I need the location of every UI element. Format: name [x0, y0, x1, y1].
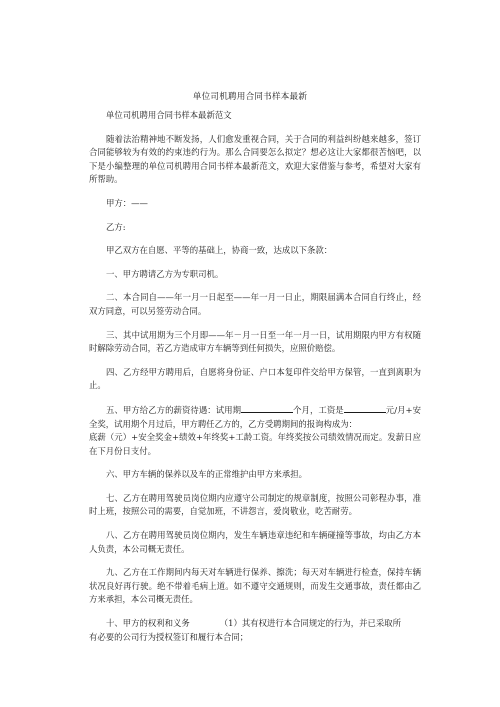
clause-5-text-c: 元/月+安全奖，试用期个月过后，甲方聘任乙方的，乙方受聘期间的报询构成为： [89, 404, 422, 429]
clause-4: 四、乙方经甲方聘用后，自愿将身份证、户口本复印件交给甲方保管，一直到离职为止。 [89, 366, 421, 391]
preamble-paragraph: 甲乙双方在自愿、平等的基础上，协商一致，达成以下条款： [106, 245, 333, 256]
clause-7: 七、乙方在聘用驾驶员岗位期内应遵守公司制定的规章制度，按照公司彰程办事，准时上班，按照公司的需要，自觉加班，不讲怨言，爱岗敬业，吃苦耐劳。 [89, 492, 421, 517]
clause-8: 八、乙方在聘用驾驶员岗位期内，发生车辆违章违纪和车辆碰撞等事故，均由乙方本人负责，本公司概无责任。 [89, 530, 421, 554]
intro-paragraph: 随着法治精神地不断发扬，人们愈发重视合同，关于合同的利益纠纷越来越多，签订合同能够较为有效的约束违约行为。那么合同要怎么拟定？想必这让大家都很苦恼吧，以下是小编整理的单位司机聘用合同书样本最新范文，欢迎大家借鉴与参考，希望对大家有所帮助。 [89, 133, 421, 185]
party-b-line: 乙方: [106, 221, 126, 232]
clause-10-heading: 十、甲方的权利和义务 [106, 618, 190, 629]
probation-months-blank [241, 403, 293, 413]
clause-5-text-a: 五、甲方给乙方的薪资待遇：试用期 [106, 404, 242, 415]
document-title: 单位司机聘用合同书样本最新 [192, 92, 308, 102]
clause-3: 三、其中试用期为三个月即——年－月一日至一年一月一日，试用期限内甲方有权随时解除劳动合同，若乙方造成审方车辆等到任何损失，应照价赔偿。 [89, 329, 421, 354]
clause-2: 二、本合同自——年一月一日起至——年一月一日止，期限届满本合同自行终止，经双方同意，可以另签劳动合同。 [89, 292, 421, 316]
document-body [89, 109, 421, 644]
clause-9: 九、乙方在工作期间内每天对车辆进行保养、擦洗；每天对车辆进行检查，保持车辆状况良好再行驶。绝不带着毛病上道。如不遵守交通规则，而发生交通事故，责任都由乙方来承担，本公司概无责任。 [89, 567, 421, 605]
clause-5-continued: 底薪（元）+安全奖金+绩效+年终奖+工龄工资。年终奖按公司绩效情况而定。发薪日应在下月份日支付。 [89, 432, 421, 456]
clause-10-continued: 有必要的公司行为授权签订和履行本合同； [89, 631, 249, 642]
clause-6: 六、甲方车辆的保养以及车的正常维护由甲方来承担。 [106, 469, 307, 480]
clause-10-item-1: （1）其有权进行本合同规定的行为，并已采取所 [219, 618, 401, 629]
party-a-line: 甲方：—— [106, 197, 148, 208]
clause-5-text-b: 个月，工资是 [293, 404, 344, 415]
clause-5 [89, 403, 421, 431]
clause-1: 一、甲方聘请乙方为专职司机。 [106, 268, 224, 279]
document-subtitle: 单位司机聘用合同书样本最新范文 [106, 110, 232, 120]
clause-10 [89, 617, 421, 631]
salary-blank [344, 403, 386, 413]
